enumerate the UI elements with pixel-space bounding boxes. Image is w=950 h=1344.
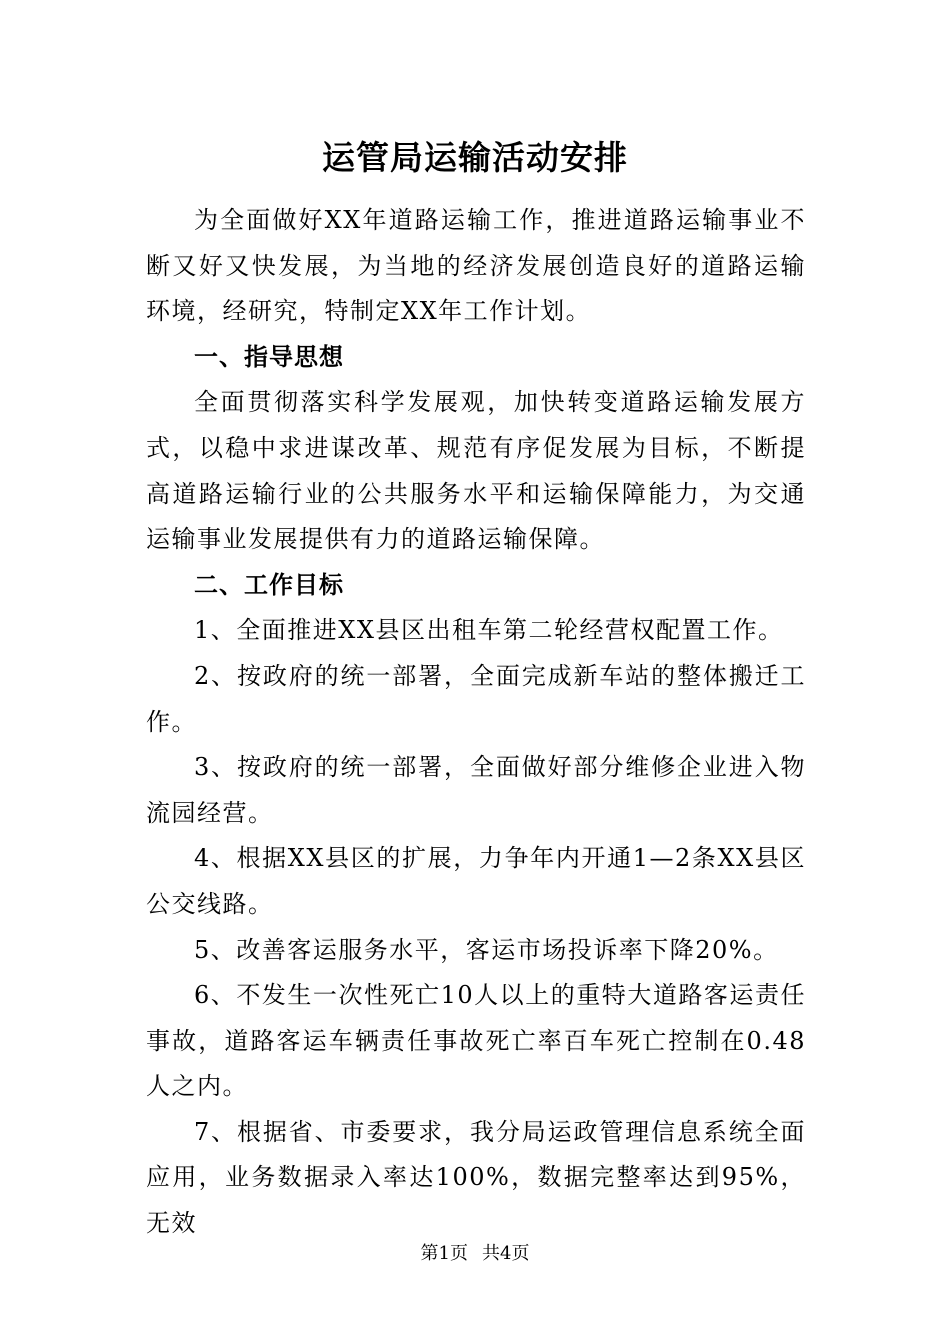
- guiding-thought-paragraph: 全面贯彻落实科学发展观，加快转变道路运输发展方式，以稳中求进谋改革、规范有序促发展为目标，不断提高道路运输行业的公共服务水平和运输保障能力，为交通运输事业发展提供有力的道路运输保障。: [146, 388, 806, 554]
- document-body: [146, 198, 806, 1247]
- goal-item-7: 7、根据省、市委要求，我分局运政管理信息系统全面应用，业务数据录入率达100%，数据完整率达到95%，无效: [146, 1117, 806, 1238]
- goal-item-2: 2、按政府的统一部署，全面完成新车站的整体搬迁工作。: [146, 661, 806, 736]
- goal-item-5: 5、改善客运服务水平，客运市场投诉率下降20%。: [194, 935, 779, 964]
- goal-item-4: 4、根据XX县区的扩展，力争年内开通1—2条XX县区公交线路。: [146, 844, 806, 918]
- goal-item-3: 3、按政府的统一部署，全面做好部分维修企业进入物流园经营。: [146, 753, 806, 827]
- section-heading-guiding-thought: 一、指导思想: [194, 342, 344, 371]
- section-heading-work-goals: 二、工作目标: [194, 570, 344, 599]
- goal-item-6: 6、不发生一次性死亡10人以上的重特大道路客运责任事故，道路客运车辆责任事故死亡率百车死亡控制在0.48人之内。: [146, 981, 806, 1101]
- document-title: 运管局运输活动安排: [322, 138, 628, 177]
- page-number: 第1页: [420, 1243, 468, 1264]
- page-footer: [0, 1240, 950, 1268]
- intro-paragraph: 为全面做好XX年道路运输工作，推进道路运输事业不断又好又快发展，为当地的经济发展创造良好的道路运输环境，经研究，特制定XX年工作计划。: [146, 206, 806, 326]
- goal-item-1: 1、全面推进XX县区出租车第二轮经营权配置工作。: [194, 616, 784, 645]
- page-total: 共4页: [482, 1243, 530, 1264]
